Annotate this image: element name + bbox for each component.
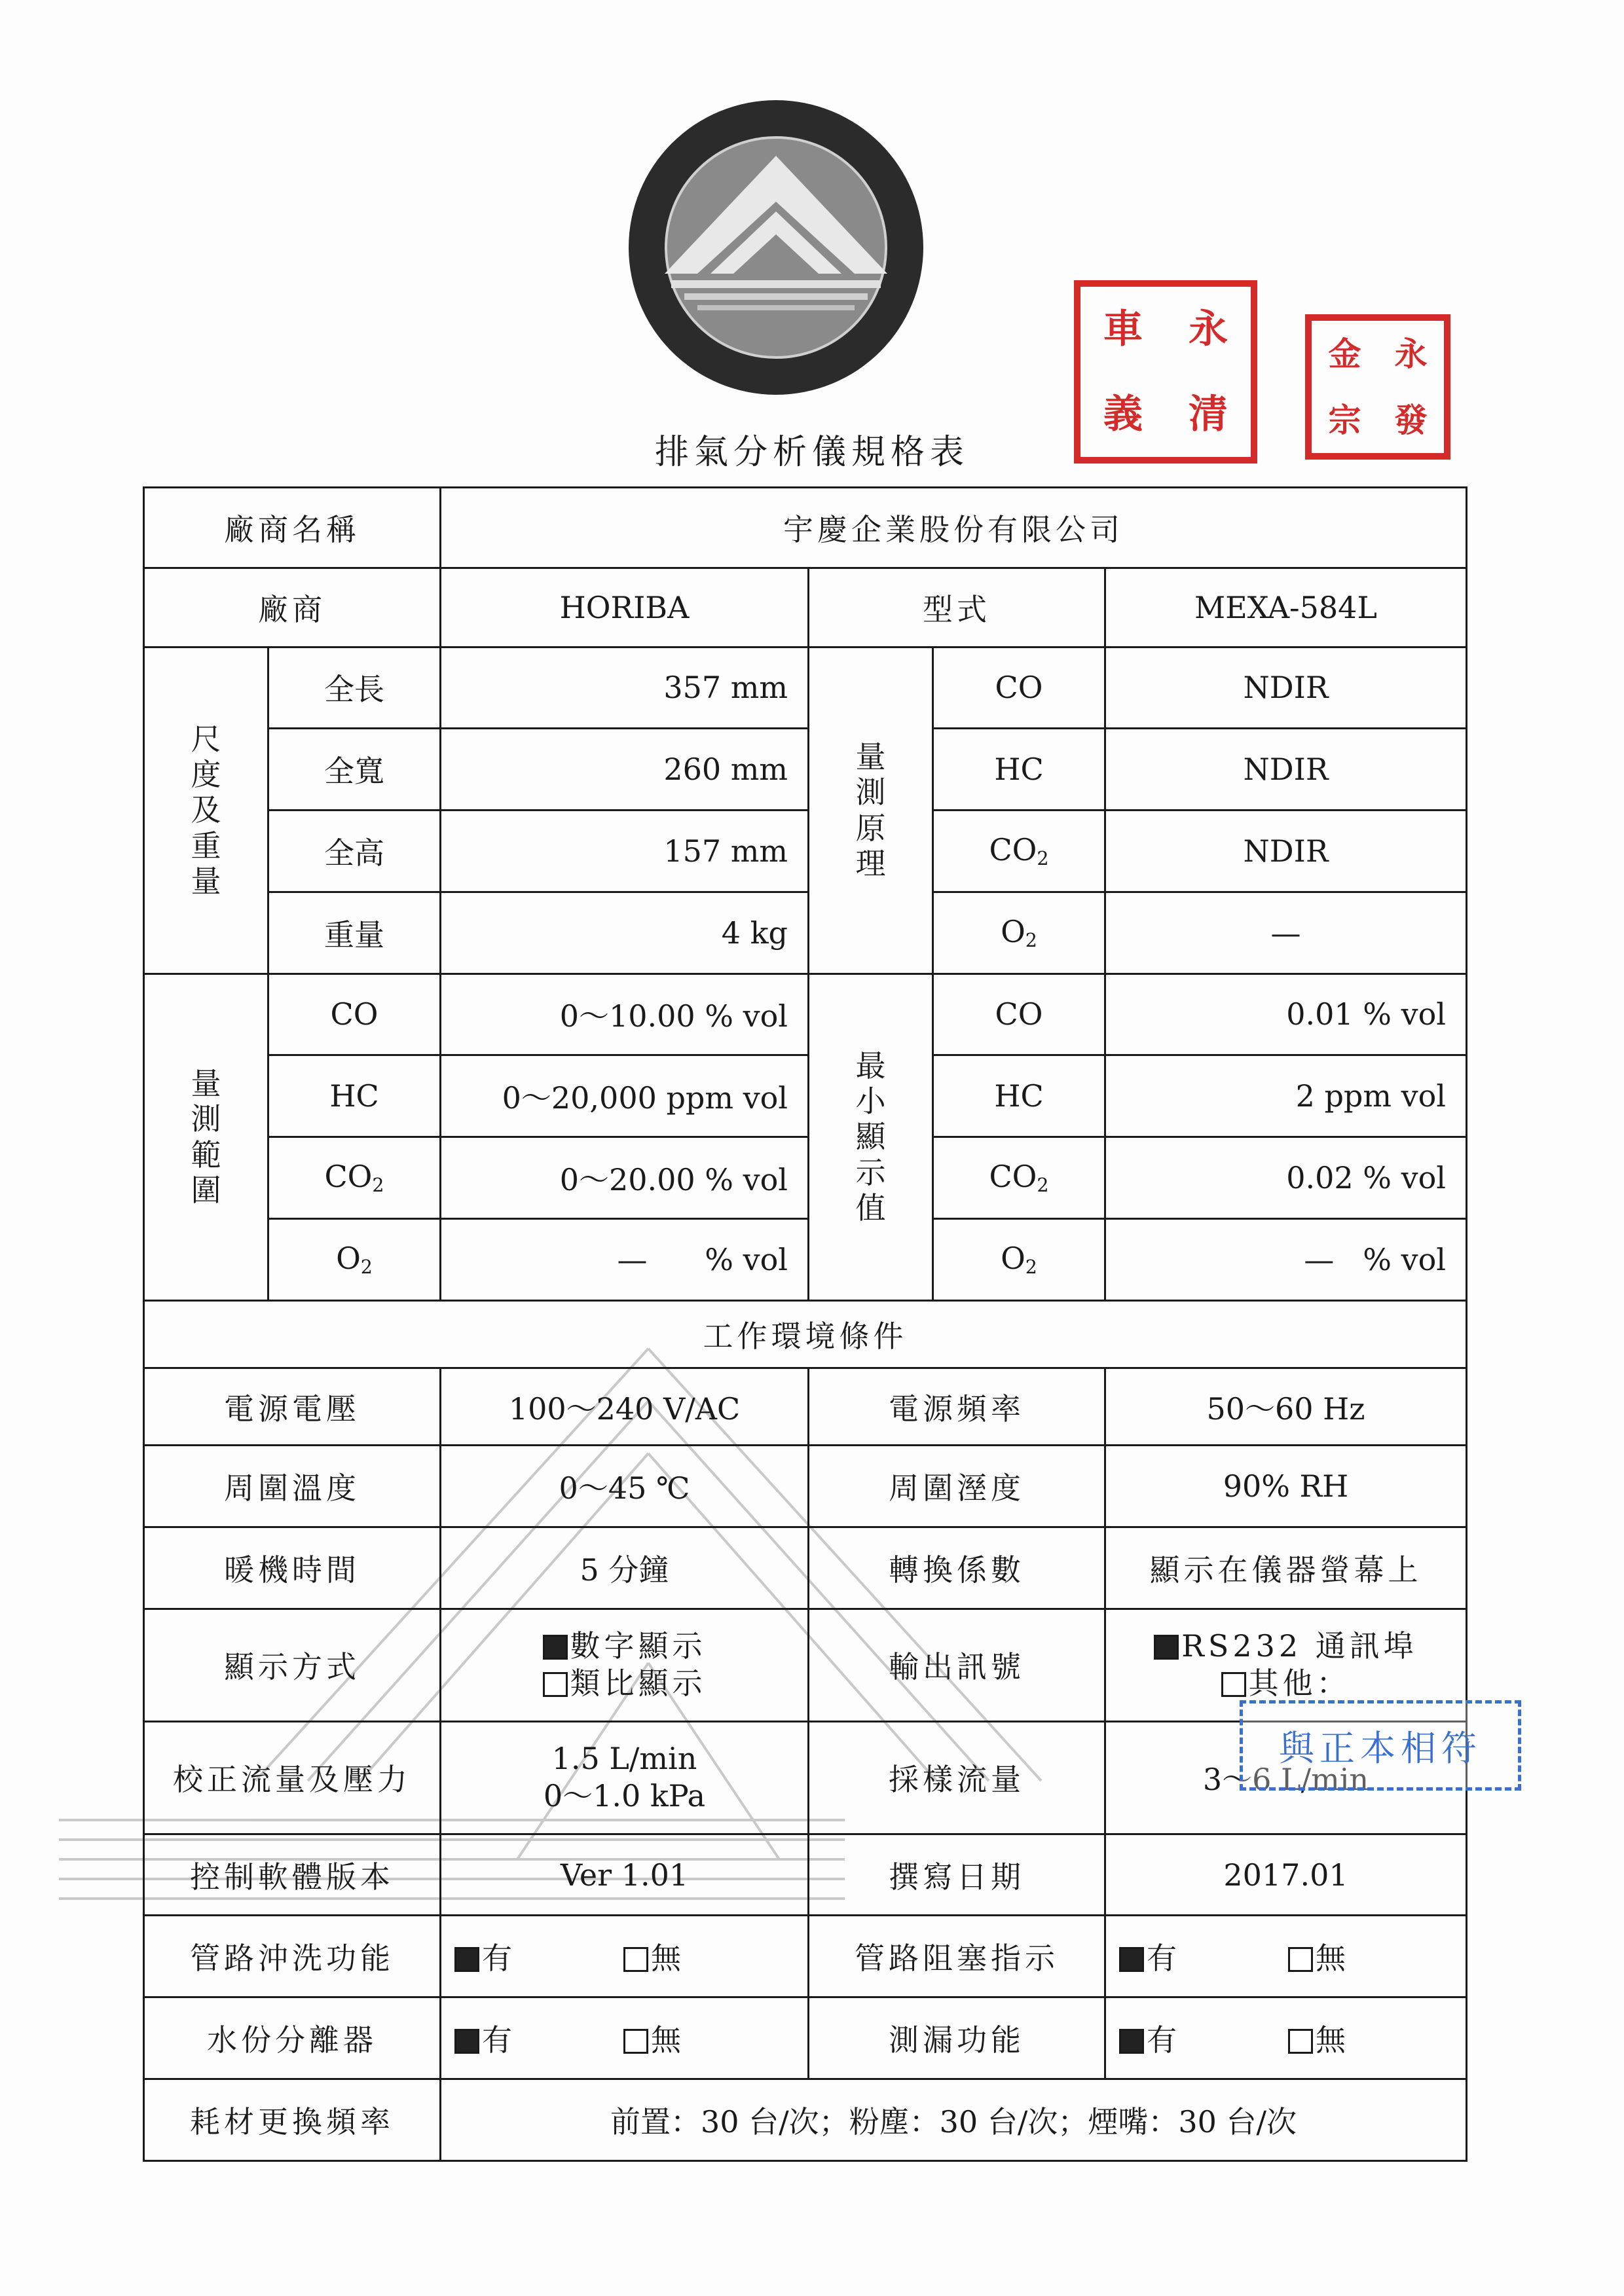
checkbox-checked-icon[interactable] [454, 1947, 479, 1972]
maker-label: 廠商 [144, 568, 441, 647]
power-freq-value: 50～60 Hz [1105, 1368, 1467, 1446]
option-no[interactable]: 無 [1288, 1935, 1346, 1978]
table-row [144, 2079, 1467, 2160]
gas-label: CO [933, 647, 1105, 729]
written-date-value: 2017.01 [1105, 1834, 1467, 1916]
gas-label: $CO_2$ [268, 1137, 441, 1219]
range-value: — % vol [441, 1218, 809, 1300]
power-voltage-label: 電源電壓 [144, 1368, 441, 1446]
checkbox-unchecked-icon[interactable] [1288, 1947, 1313, 1972]
maker-name-value: 宇慶企業股份有限公司 [441, 488, 1467, 568]
sampling-flow-value: 3～6 L/min [1105, 1721, 1467, 1834]
model-label: 型式 [809, 568, 1105, 647]
principle-group-label: 量測原理 [809, 647, 933, 974]
ambient-humidity-label: 周圍溼度 [809, 1446, 1105, 1527]
table-row [144, 1368, 1467, 1446]
principle-value: NDIR [1105, 729, 1467, 811]
table-row [144, 1527, 1467, 1609]
consumables-value: 前置：30 台/次；粉塵：30 台/次；煙嘴：30 台/次 [441, 2079, 1467, 2160]
checkbox-unchecked-icon[interactable] [1221, 1672, 1246, 1697]
model-value: MEXA-584L [1105, 568, 1467, 647]
pipe-block-options [1105, 1916, 1467, 1997]
pipe-flush-options [441, 1916, 809, 1997]
size-group-label: 尺度及重量 [144, 647, 268, 974]
option-no[interactable]: 無 [623, 1935, 681, 1978]
seal-char: 發 [1394, 400, 1428, 439]
table-row [144, 647, 1467, 729]
seal-char: 宗 [1328, 400, 1361, 439]
gas-label: CO [933, 974, 1105, 1055]
calibration-pressure: 0～1.0 kPa [543, 1778, 706, 1814]
gas-label: $O_2$ [933, 1218, 1105, 1300]
table-row [144, 1916, 1467, 1997]
gas-label: $O_2$ [933, 892, 1105, 974]
size-value: 260 mm [441, 729, 809, 811]
table-row [144, 1055, 1467, 1137]
conversion-value: 顯示在儀器螢幕上 [1105, 1527, 1467, 1609]
certified-copy-stamp: 與正本相符 [1240, 1700, 1521, 1791]
table-row [144, 729, 1467, 811]
table-row [144, 1834, 1467, 1916]
gas-label: $O_2$ [268, 1218, 441, 1300]
spec-table [143, 486, 1467, 2162]
table-row [144, 1300, 1467, 1368]
option-no[interactable]: 無 [623, 2016, 681, 2060]
option-no[interactable]: 無 [1288, 2016, 1346, 2060]
conversion-label: 轉換係數 [809, 1527, 1105, 1609]
range-value: 0～20.00 % vol [441, 1137, 809, 1219]
size-label: 全長 [268, 647, 441, 729]
checkbox-checked-icon[interactable] [543, 1635, 568, 1660]
range-value: 0～20,000 ppm vol [441, 1055, 809, 1137]
checkbox-checked-icon[interactable] [1119, 2029, 1144, 2054]
gas-label: HC [933, 729, 1105, 811]
output-signal-other[interactable]: 其他： [1111, 1665, 1460, 1703]
size-label: 全寬 [268, 729, 441, 811]
calibration-flow: 1.5 L/min [551, 1740, 697, 1776]
option-yes[interactable]: 有 [454, 2016, 512, 2060]
size-value: 357 mm [441, 647, 809, 729]
range-group-label: 量測範圍 [144, 974, 268, 1300]
gas-label: CO [268, 974, 441, 1055]
option-yes[interactable]: 有 [1119, 2016, 1177, 2060]
ambient-temp-value: 0～45 ℃ [441, 1446, 809, 1527]
output-signal-rs232[interactable]: RS232 通訊埠 [1111, 1628, 1460, 1666]
warmup-label: 暖機時間 [144, 1527, 441, 1609]
size-label: 重量 [268, 892, 441, 974]
table-row [144, 1137, 1467, 1219]
maker-name-label: 廠商名稱 [144, 488, 441, 568]
table-row [144, 892, 1467, 974]
display-mode-options [441, 1609, 809, 1721]
calibration-label: 校正流量及壓力 [144, 1721, 441, 1834]
checkbox-unchecked-icon[interactable] [1288, 2029, 1313, 2054]
seal-char: 金 [1328, 334, 1361, 373]
principle-value: NDIR [1105, 647, 1467, 729]
gas-label: $CO_2$ [933, 1137, 1105, 1219]
power-voltage-value: 100～240 V/AC [441, 1368, 809, 1446]
pipe-block-label: 管路阻塞指示 [809, 1916, 1105, 1997]
checkbox-unchecked-icon[interactable] [623, 1947, 648, 1972]
min-display-value: 0.01 % vol [1105, 974, 1467, 1055]
warmup-value: 5 分鐘 [441, 1527, 809, 1609]
table-row [144, 974, 1467, 1055]
epa-emblem-icon [625, 77, 927, 418]
checkbox-unchecked-icon[interactable] [543, 1672, 568, 1697]
page-title: 排氣分析儀規格表 [654, 433, 969, 472]
table-row [144, 488, 1467, 568]
software-version-value: Ver 1.01 [441, 1834, 809, 1916]
checkbox-checked-icon[interactable] [1119, 1947, 1144, 1972]
seal-char: 永 [1189, 306, 1228, 352]
option-yes[interactable]: 有 [1119, 1935, 1177, 1978]
table-row [144, 1218, 1467, 1300]
display-mode-label: 顯示方式 [144, 1609, 441, 1721]
checkbox-unchecked-icon[interactable] [623, 2029, 648, 2054]
principle-value: NDIR [1105, 811, 1467, 892]
min-display-value: 2 ppm vol [1105, 1055, 1467, 1137]
maker-value: HORIBA [441, 568, 809, 647]
seal-char: 永 [1394, 334, 1428, 373]
power-freq-label: 電源頻率 [809, 1368, 1105, 1446]
display-mode-analog[interactable]: 類比顯示 [447, 1665, 802, 1703]
water-sep-options [441, 1997, 809, 2079]
written-date-label: 撰寫日期 [809, 1834, 1105, 1916]
range-value: 0～10.00 % vol [441, 974, 809, 1055]
ambient-humidity-value: 90% RH [1105, 1446, 1467, 1527]
size-value: 157 mm [441, 811, 809, 892]
gas-label: $CO_2$ [933, 811, 1105, 892]
leak-test-options [1105, 1997, 1467, 2079]
table-row [144, 811, 1467, 892]
output-signal-label: 輸出訊號 [809, 1609, 1105, 1721]
checkbox-checked-icon[interactable] [1154, 1635, 1179, 1660]
min-display-value: — % vol [1105, 1218, 1467, 1300]
table-row [144, 1446, 1467, 1527]
pipe-flush-label: 管路沖洗功能 [144, 1916, 441, 1997]
ambient-temp-label: 周圍溫度 [144, 1446, 441, 1527]
size-value: 4 kg [441, 892, 809, 974]
software-version-label: 控制軟體版本 [144, 1834, 441, 1916]
min-display-value: 0.02 % vol [1105, 1137, 1467, 1219]
gas-label: HC [933, 1055, 1105, 1137]
display-mode-digital[interactable]: 數字顯示 [447, 1628, 802, 1666]
consumables-label: 耗材更換頻率 [144, 2079, 441, 2160]
size-label: 全高 [268, 811, 441, 892]
leak-test-label: 測漏功能 [809, 1997, 1105, 2079]
seal-char: 義 [1103, 392, 1143, 437]
water-sep-label: 水份分離器 [144, 1997, 441, 2079]
table-row [144, 1997, 1467, 2079]
gas-label: HC [268, 1055, 441, 1137]
principle-value: — [1105, 892, 1467, 974]
min-display-group-label: 最小顯示值 [809, 974, 933, 1300]
calibration-values [441, 1721, 809, 1834]
sampling-flow-label: 採樣流量 [809, 1721, 1105, 1834]
checkbox-checked-icon[interactable] [454, 2029, 479, 2054]
seal-char: 清 [1189, 392, 1228, 437]
seal-char: 車 [1103, 306, 1143, 352]
table-row [144, 568, 1467, 647]
env-header: 工作環境條件 [144, 1300, 1467, 1368]
option-yes[interactable]: 有 [454, 1935, 512, 1978]
